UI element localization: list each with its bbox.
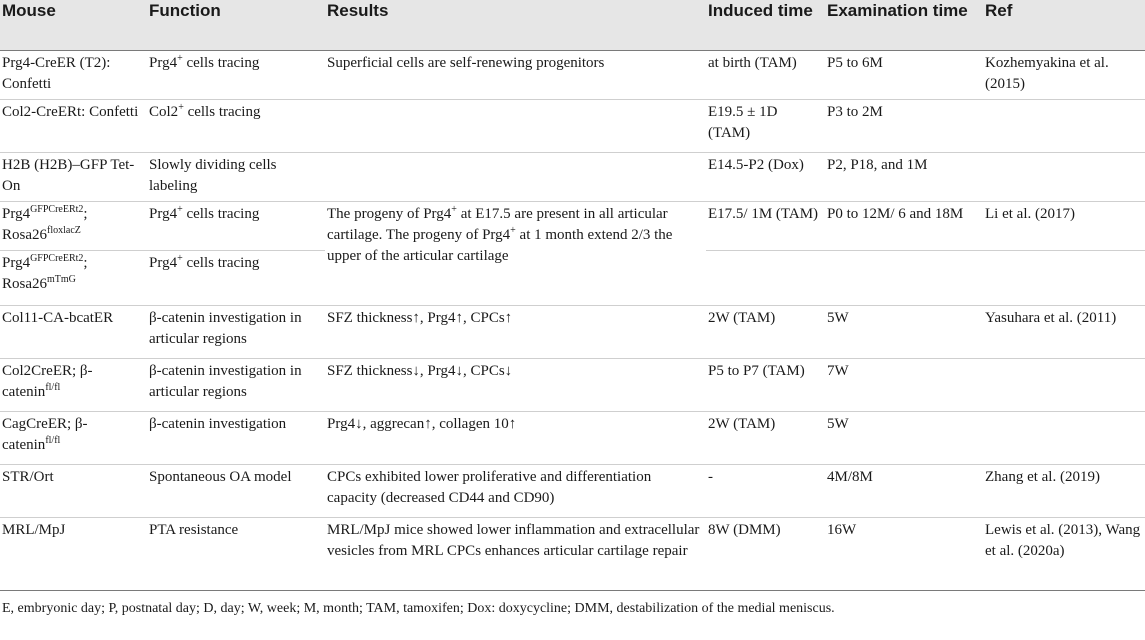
- cell-mouse: H2B (H2B)–GFP Tet-On: [2, 157, 135, 194]
- cell-function: β-catenin investigation: [149, 416, 287, 432]
- cell-mouse: $Prg4^{GFPCreERt2}$; $Rosa26^{floxlacZ}$: [2, 204, 88, 243]
- cell-function: Col2+ cells tracing: [149, 102, 261, 120]
- cell-induced: [706, 251, 825, 306]
- cell-ref: [983, 100, 1145, 153]
- cell-ref: Li et al. (2017): [985, 206, 1075, 222]
- cell-induced: E19.5 ± 1D (TAM): [708, 104, 778, 141]
- cell-induced: P5 to P7 (TAM): [708, 363, 805, 379]
- cell-induced: E14.5-P2 (Dox): [708, 157, 804, 173]
- cell-function: Prg4+ cells tracing: [149, 53, 260, 71]
- table-row: [0, 412, 1145, 465]
- cell-function: Spontaneous OA model: [149, 469, 292, 485]
- cell-induced: -: [708, 469, 713, 485]
- cell-ref: [983, 412, 1145, 465]
- cell-ref: Lewis et al. (2013), Wang et al. (2020a): [985, 522, 1141, 559]
- cell-mouse: Col11-CA-bcatER: [2, 310, 114, 326]
- cell-results: [325, 153, 706, 202]
- cell-results: SFZ thickness↑, Prg4↑, CPCs↑: [327, 310, 513, 326]
- cell-induced: E17.5/ 1M (TAM): [708, 206, 819, 222]
- cell-mouse: STR/Ort: [2, 469, 54, 485]
- cell-induced: 2W (TAM): [708, 416, 776, 432]
- cell-function: β-catenin investigation in articular regions: [149, 310, 302, 347]
- table-footnote: E, embryonic day; P, postnatal day; D, day; W, week; M, month; TAM, tamoxifen; Dox: doxycycline; DMM, destabilization of the medial meniscus.: [2, 601, 835, 616]
- cell-function: β-catenin investigation in articular regions: [149, 363, 302, 400]
- cell-function: Prg4+ cells tracing: [149, 253, 260, 271]
- table-row: [0, 359, 1145, 412]
- header-induced-time: Induced time: [706, 0, 825, 51]
- cell-results: SFZ thickness↓, Prg4↓, CPCs↓: [327, 363, 513, 379]
- header-function: Function: [147, 0, 325, 51]
- header-mouse: Mouse: [0, 0, 147, 51]
- cell-results: [325, 100, 706, 153]
- cell-function: PTA resistance: [149, 522, 239, 538]
- table-row: [0, 465, 1145, 518]
- table-row: [0, 153, 1145, 202]
- cell-induced: 8W (DMM): [708, 522, 781, 538]
- cell-induced: at birth (TAM): [708, 55, 797, 71]
- cell-results: Superficial cells are self-renewing progenitors: [327, 55, 605, 71]
- cell-exam: 7W: [827, 363, 849, 379]
- cell-ref: [983, 153, 1145, 202]
- table-row: [0, 100, 1145, 153]
- header-results: Results: [325, 0, 706, 51]
- cell-exam: [825, 251, 983, 306]
- header-examination-time: Examination time: [825, 0, 983, 51]
- header-ref: Ref: [983, 0, 1145, 51]
- cell-mouse: MRL/MpJ: [2, 522, 66, 538]
- cell-exam: P5 to 6M: [827, 55, 883, 71]
- cell-exam: P2, P18, and 1M: [827, 157, 928, 173]
- cell-results: MRL/MpJ mice showed lower inflammation and extracellular vesicles from MRL CPCs enhances articular cartilage repair: [327, 522, 700, 559]
- cell-exam: 16W: [827, 522, 857, 538]
- cell-mouse: $Prg4^{GFPCreERt2}$; $Rosa26^{mTmG}$: [2, 253, 88, 292]
- table-row: [0, 306, 1145, 359]
- cell-mouse: Col2-CreERt: Confetti: [2, 104, 139, 120]
- table-row: [0, 51, 1145, 100]
- cell-ref: [983, 359, 1145, 412]
- header-row: [0, 0, 1145, 51]
- cell-mouse: Prg4-CreER (T2): Confetti: [2, 55, 111, 92]
- cell-ref: Kozhemyakina et al. (2015): [985, 55, 1109, 92]
- cell-exam: 5W: [827, 416, 849, 432]
- cell-ref: Yasuhara et al. (2011): [985, 310, 1117, 326]
- cell-function: Prg4+ cells tracing: [149, 204, 260, 222]
- cell-ref: Zhang et al. (2019): [985, 469, 1100, 485]
- cell-results: CPCs exhibited lower proliferative and differentiation capacity (decreased CD44 and CD90): [327, 469, 652, 506]
- cell-function: Slowly dividing cells labeling: [149, 157, 277, 194]
- cell-mouse: CagCreER; β-catenin$^{fl/fl}$: [2, 416, 88, 453]
- cell-exam: P0 to 12M/ 6 and 18M: [827, 206, 964, 222]
- cell-results: The progeny of Prg4+ at E17.5 are present in all articular cartilage. The progeny of Prg4+ at 1 month extend 2/3 the upper of the articular cartilage: [327, 204, 673, 264]
- table-row: [0, 518, 1145, 591]
- cell-induced: 2W (TAM): [708, 310, 776, 326]
- cell-exam: 4M/8M: [827, 469, 873, 485]
- cell-exam: 5W: [827, 310, 849, 326]
- table-row: [0, 202, 1145, 251]
- cell-results: Prg4↓, aggrecan↑, collagen 10↑: [327, 416, 517, 432]
- cell-exam: P3 to 2M: [827, 104, 883, 120]
- cell-ref: [983, 251, 1145, 306]
- cell-mouse: Col2CreER; β-catenin$^{fl/fl}$: [2, 363, 93, 400]
